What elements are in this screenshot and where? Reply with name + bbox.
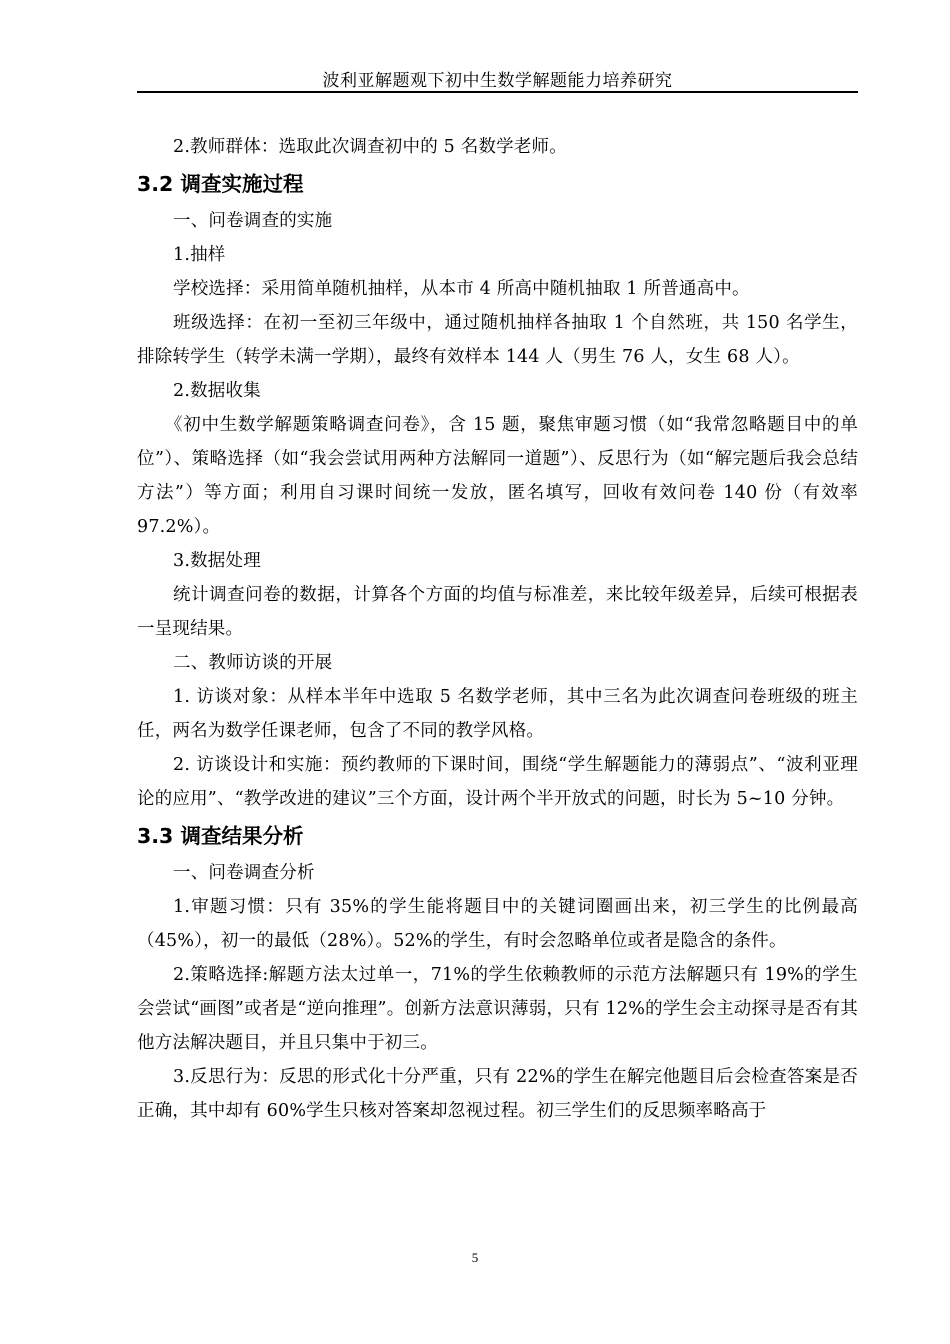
paragraph: 2.数据收集 (173, 381, 261, 401)
section-heading-3-2: 3.2 调查实施过程 (137, 172, 304, 196)
paragraph: 3.数据处理 (173, 551, 261, 571)
header-rule (137, 91, 858, 93)
paragraph: 1. 访谈对象：从样本半年中选取 5 名数学老师，其中三名为此次调查问卷班级的班主任，两名为数学任课老师，包含了不同的教学风格。 (137, 687, 858, 741)
body-content (137, 130, 858, 1128)
paragraph: 1.抽样 (173, 245, 226, 265)
paragraph: 1.审题习惯：只有 35%的学生能将题目中的关键词圈画出来，初三学生的比例最高（45%），初一的最低（28%）。52%的学生，有时会忽略单位或者是隐含的条件。 (137, 897, 858, 951)
paragraph: 班级选择：在初一至初三年级中，通过随机抽样各抽取 1 个自然班，共 150 名学生，排除转学生（转学未满一学期），最终有效样本 144 人（男生 76 人，女生 68 人）。 (137, 313, 858, 367)
running-header: 波利亚解题观下初中生数学解题能力培养研究 (322, 71, 673, 91)
paragraph: 2.策略选择:解题方法太过单一，71%的学生依赖教师的示范方法解题只有 19%的学生会尝试“画图”或者是“逆向推理”。创新方法意识薄弱，只有 12%的学生会主动探寻是否有其他方法解决题目，并且只集中于初三。 (137, 965, 858, 1053)
paragraph: 3.反思行为：反思的形式化十分严重，只有 22%的学生在解完他题目后会检查答案是否正确，其中却有 60%学生只核对答案却忽视过程。初三学生们的反思频率略高于 (137, 1067, 858, 1121)
paragraph: 统计调查问卷的数据，计算各个方面的均值与标准差，来比较年级差异，后续可根据表一呈现结果。 (137, 585, 858, 639)
paragraph: 《初中生数学解题策略调查问卷》，含 15 题，聚焦审题习惯（如“我常忽略题目中的单位”）、策略选择（如“我会尝试用两种方法解同一道题”）、反思行为（如“解完题后我会总结方法”）等方面；利用自习课时间统一发放，匿名填写，回收有效问卷 140 份（有效率 97.2%）。 (137, 415, 858, 537)
paragraph: 一、问卷调查分析 (173, 863, 315, 883)
paragraph: 一、问卷调查的实施 (173, 211, 333, 231)
page-number: 5 (471, 1250, 479, 1265)
paragraph: 二、教师访谈的开展 (173, 653, 333, 673)
paragraph: 2.教师群体：选取此次调查初中的 5 名数学老师。 (173, 137, 567, 157)
section-heading-3-3: 3.3 调查结果分析 (137, 824, 304, 848)
paragraph: 学校选择：采用简单随机抽样，从本市 4 所高中随机抽取 1 所普通高中。 (173, 279, 750, 299)
paragraph: 2. 访谈设计和实施：预约教师的下课时间，围绕“学生解题能力的薄弱点”、“波利亚理论的应用”、“教学改进的建议”三个方面，设计两个半开放式的问题，时长为 5~10 分钟。 (137, 755, 858, 809)
